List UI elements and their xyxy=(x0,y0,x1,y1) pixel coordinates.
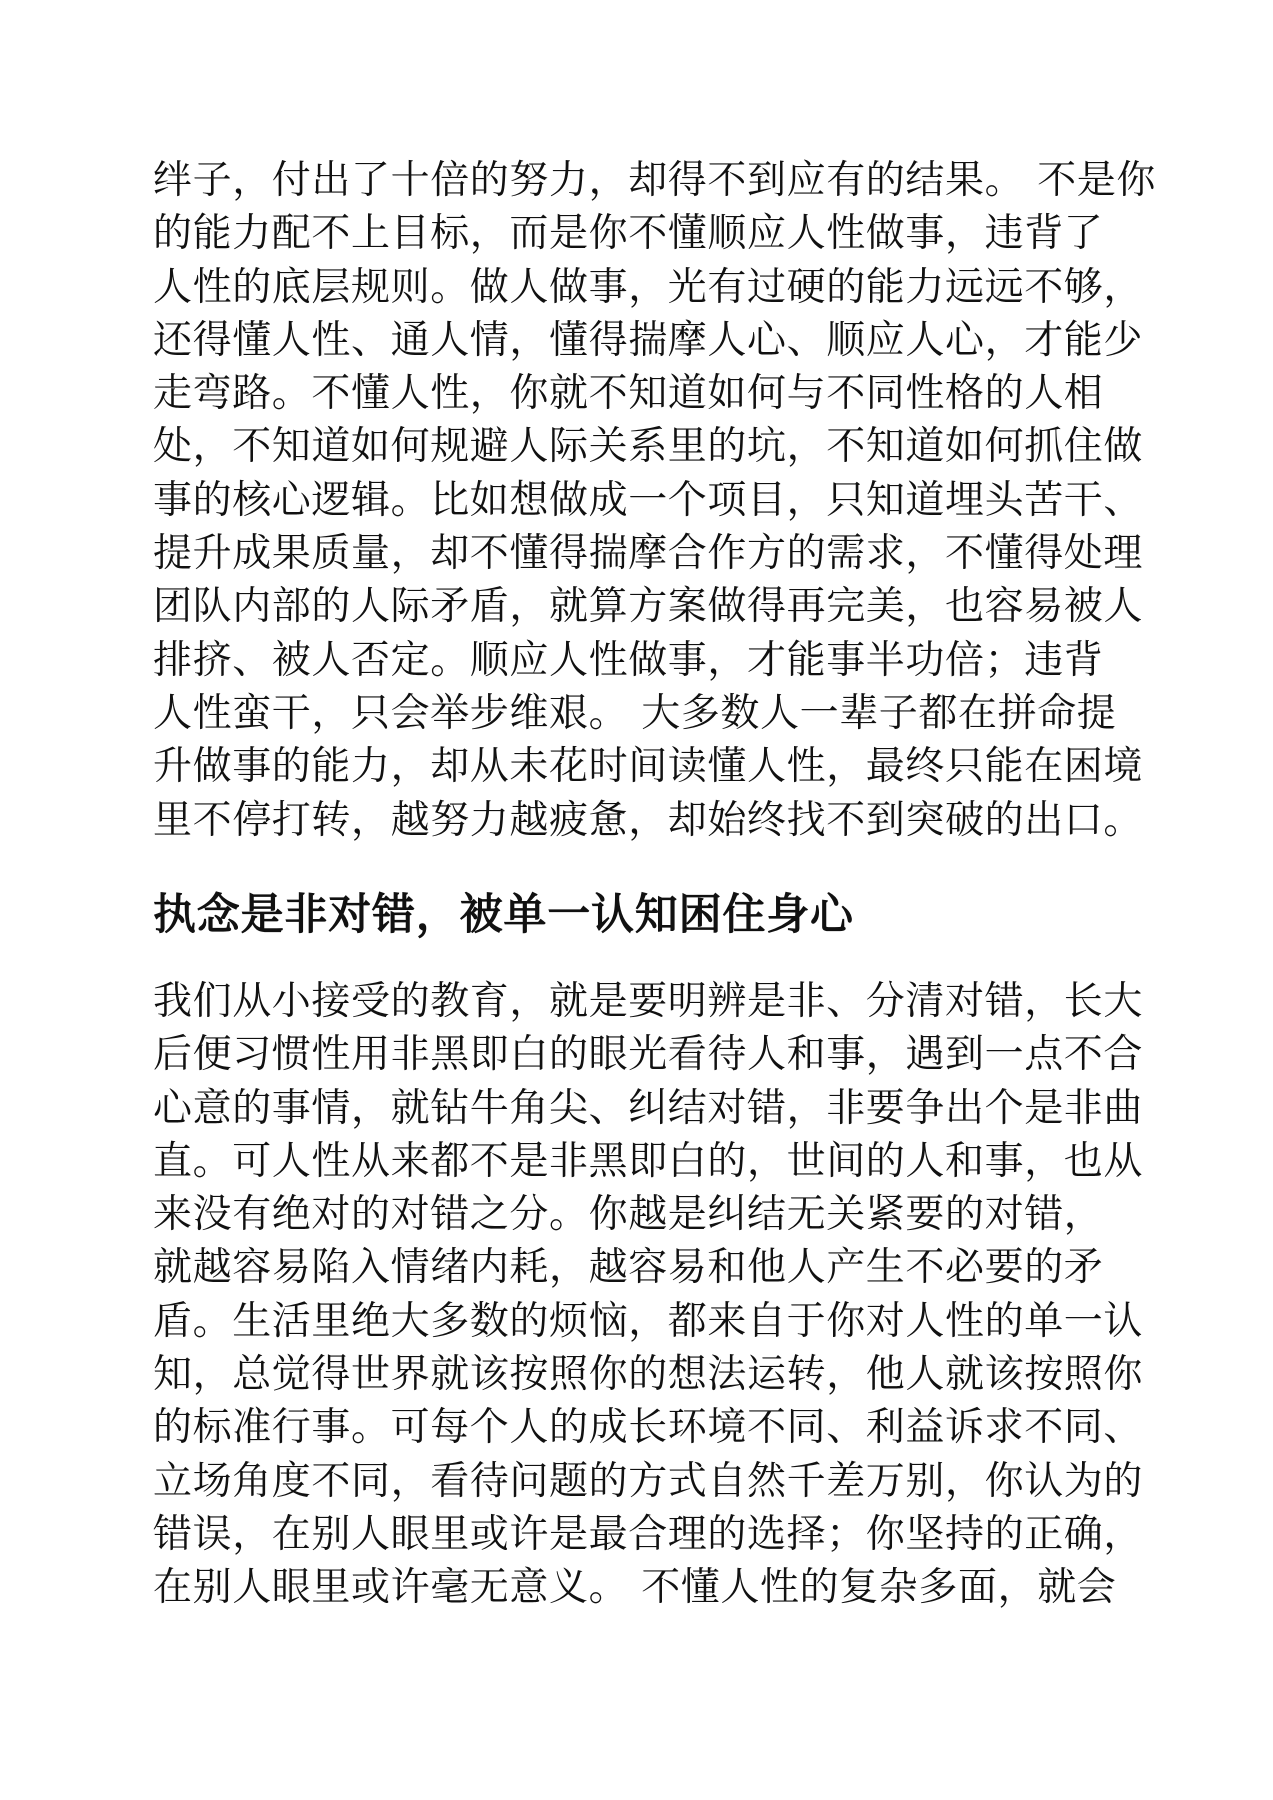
text-line: 升做事的能力，却从未花时间读懂人性，最终只能在困境 xyxy=(153,744,1144,790)
text-line: 后便习惯性用非黑即白的眼光看待人和事，遇到一点不合 xyxy=(153,1032,1144,1078)
text-line: 就越容易陷入情绪内耗，越容易和他人产生不必要的矛 xyxy=(153,1245,1104,1291)
text-line: 事的核心逻辑。比如想做成一个项目，只知道埋头苦干、 xyxy=(153,477,1144,523)
text-line: 排挤、被人否定。顺应人性做事，才能事半功倍；违背 xyxy=(153,637,1104,683)
text-line: 处，不知道如何规避人际关系里的坑，不知道如何抓住做 xyxy=(153,424,1144,470)
section-heading: 执念是非对错，被单一认知困住身心 xyxy=(153,890,854,940)
text-line: 我们从小接受的教育，就是要明辨是非、分清对错，长大 xyxy=(153,979,1144,1024)
text-line: 错误，在别人眼里或许是最合理的选择；你坚持的正确， xyxy=(153,1511,1144,1557)
text-line: 知，总觉得世界就该按照你的想法运转，他人就该按照你 xyxy=(153,1352,1144,1398)
text-line: 里不停打转，越努力越疲惫，却始终找不到突破的出口。 xyxy=(153,797,1144,843)
body-paragraph-1 xyxy=(153,154,1156,847)
text-line: 提升成果质量，却不懂得揣摩合作方的需求，不懂得处理 xyxy=(153,531,1144,577)
text-line: 在别人眼里或许毫无意义。 不懂人性的复杂多面，就会 xyxy=(153,1565,1117,1611)
text-line: 立场角度不同，看待问题的方式自然千差万别，你认为的 xyxy=(153,1458,1144,1504)
text-line: 来没有绝对的对错之分。你越是纠结无关紧要的对错， xyxy=(153,1192,1104,1238)
text-line: 绊子，付出了十倍的努力，却得不到应有的结果。 不是你 xyxy=(153,158,1156,203)
text-line: 人性蛮干，只会举步维艰。 大多数人一辈子都在拼命提 xyxy=(153,690,1117,736)
text-line: 直。可人性从来都不是非黑即白的，世间的人和事，也从 xyxy=(153,1138,1144,1184)
text-line: 走弯路。不懂人性，你就不知道如何与不同性格的人相 xyxy=(153,371,1104,417)
text-line: 心意的事情，就钻牛角尖、纠结对错，非要争出个是非曲 xyxy=(153,1085,1144,1131)
text-line: 的能力配不上目标，而是你不懂顺应人性做事，违背了 xyxy=(153,211,1104,257)
text-line: 还得懂人性、通人情，懂得揣摩人心、顺应人心，才能少 xyxy=(153,317,1144,363)
text-line: 的标准行事。可每个人的成长环境不同、利益诉求不同、 xyxy=(153,1405,1144,1451)
text-line: 团队内部的人际矛盾，就算方案做得再完美，也容易被人 xyxy=(153,584,1144,630)
body-paragraph-2 xyxy=(153,975,1144,1615)
text-line: 人性的底层规则。做人做事，光有过硬的能力远远不够， xyxy=(153,264,1144,310)
text-line: 盾。生活里绝大多数的烦恼，都来自于你对人性的单一认 xyxy=(153,1298,1144,1344)
